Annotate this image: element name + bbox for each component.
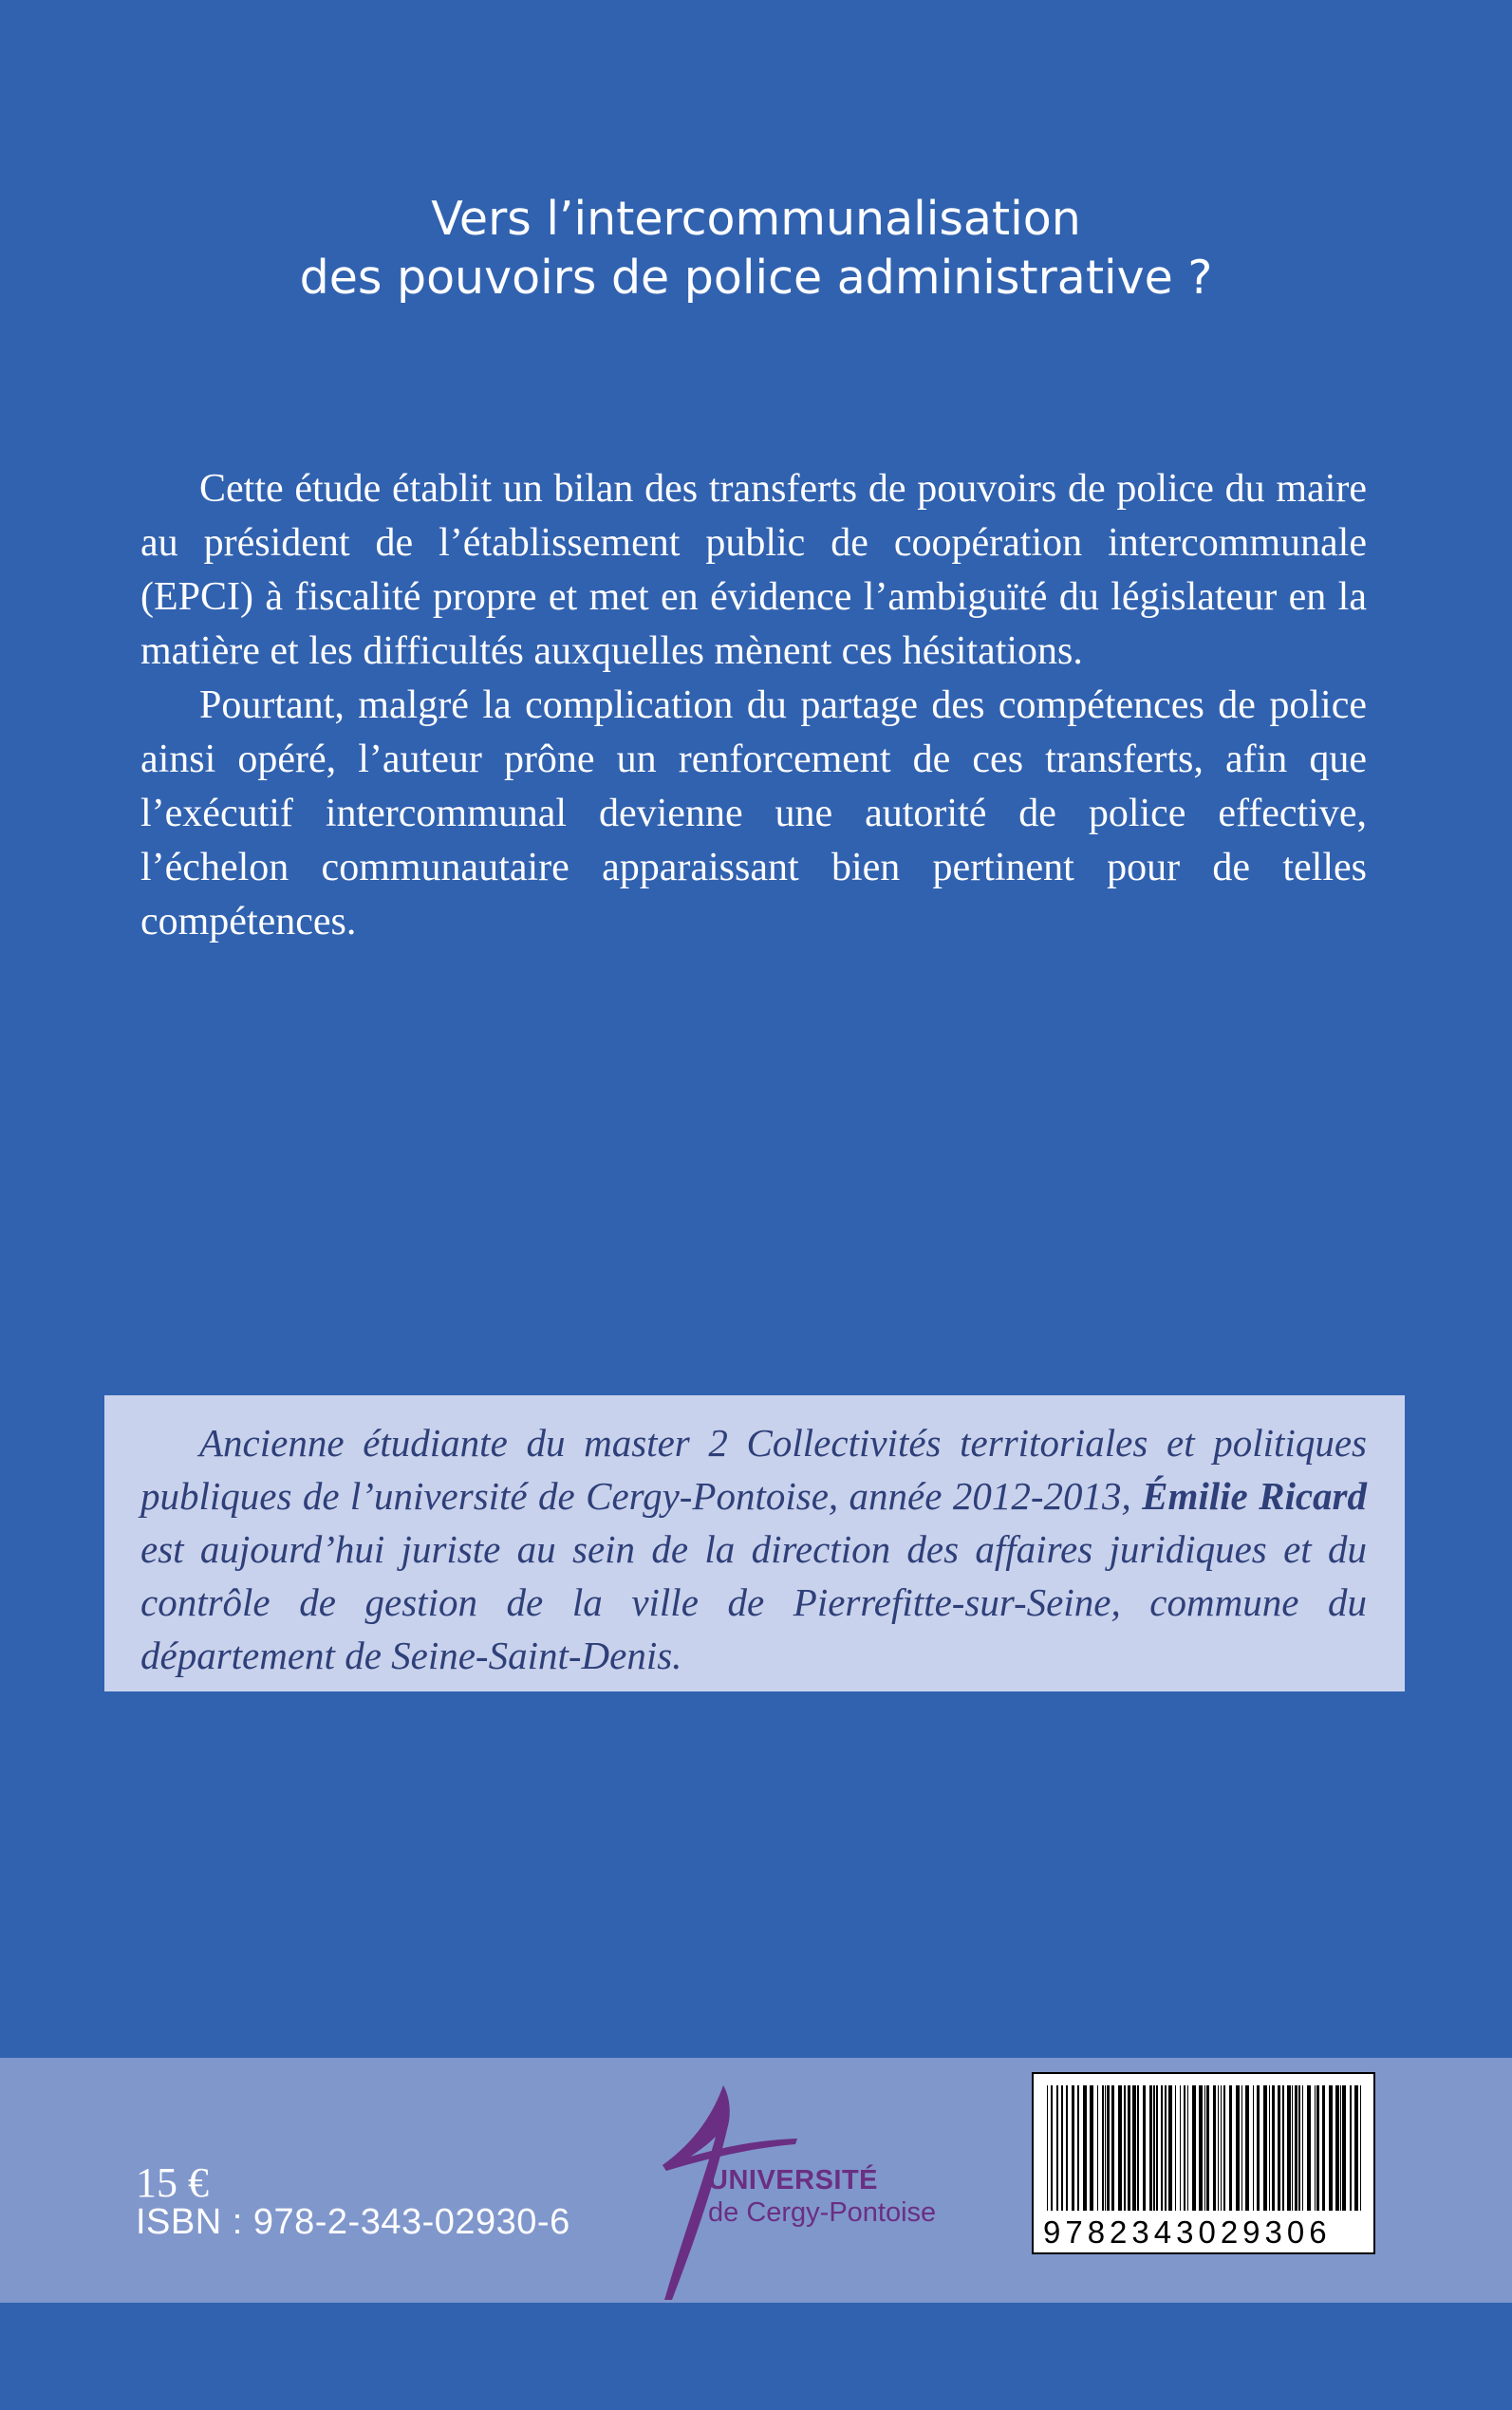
barcode-bar [1180,2085,1181,2211]
barcode-bar [1143,2085,1146,2211]
barcode-bar [1061,2085,1063,2211]
barcode-bar [1302,2085,1303,2211]
summary-text [140,462,1367,949]
author-bio-box [104,1395,1405,1691]
barcode-bar [1278,2085,1280,2211]
barcode-bar [1111,2085,1114,2211]
barcode-bars-icon [1047,2085,1362,2211]
barcode-bar [1322,2085,1325,2211]
author-bio-intro: Ancienne étudiante du master 2 Collectivités territoriales et politiques publiques de l’université de Cergy-Pontoise, année 2012-2013, [140,1421,1367,1518]
author-name: Émilie Ricard [1142,1474,1367,1518]
barcode-bar [1184,2085,1185,2211]
barcode-bar [1315,2085,1316,2211]
barcode-bar [1056,2085,1058,2211]
barcode-bar [1072,2085,1074,2211]
barcode-bar [1329,2085,1333,2211]
barcode-bar [1105,2085,1106,2211]
title-line-1: Vers l’intercommunalisation [431,192,1081,246]
barcode-bar [1213,2085,1216,2211]
barcode-bar [1241,2085,1242,2211]
barcode-bar [1335,2085,1339,2211]
barcode-bar [1245,2085,1249,2211]
barcode-bar [1168,2085,1172,2211]
barcode-bar [1128,2085,1130,2211]
barcode-bar [1350,2085,1352,2211]
barcode-bar [1066,2085,1068,2211]
barcode-bar [1051,2085,1053,2211]
barcode-bar [1263,2085,1267,2211]
isbn: ISBN : 978-2-343-02930-6 [136,2202,570,2242]
author-bio-rest: est aujourd’hui juriste au sein de la direction des affaires juridiques et du contrôle de gestion de la ville de Pierrefitte-sur-Seine, commune du département de Seine-Saint-Denis. [140,1527,1367,1677]
barcode-bar [1192,2085,1196,2211]
barcode-bar [1137,2085,1139,2211]
barcode-bar [1097,2085,1098,2211]
barcode-bar [1175,2085,1176,2211]
barcode-bar [1102,2085,1104,2211]
barcode-bar [1187,2085,1188,2211]
barcode-bar [1221,2085,1222,2211]
barcode-bar [1307,2085,1311,2211]
logo-text-universite: UNIVERSITÉ [708,2165,879,2195]
barcode [1032,2072,1375,2254]
barcode-bar [1107,2085,1110,2211]
barcode-bar [1156,2085,1158,2211]
barcode-bar [1206,2085,1209,2211]
university-logo [655,2083,997,2302]
barcode-bar [1287,2085,1291,2211]
barcode-bar [1229,2085,1232,2211]
barcode-bar [1077,2085,1079,2211]
summary-paragraph-2: Pourtant, malgré la complication du partage des compétences de police ainsi opéré, l’auteur prône un renforcement de ces transferts, afin que l’exécutif intercommunal devienne une autorité de police effective, l’échelon communautaire apparaissant bien pertinent pour de telles compétences. [140,683,1367,943]
barcode-bar [1298,2085,1300,2211]
barcode-bar [1132,2085,1136,2211]
barcode-bar [1292,2085,1293,2211]
barcode-bar [1236,2085,1240,2211]
barcode-bar [1269,2085,1270,2211]
price: 15 € [136,2159,209,2206]
barcode-bar [1316,2085,1319,2211]
author-bio [140,1416,1367,1682]
barcode-bar [1340,2085,1341,2211]
barcode-bar [1083,2085,1087,2211]
logo-text-cergy-pontoise: de Cergy-Pontoise [708,2197,937,2228]
barcode-bar [1282,2085,1284,2211]
barcode-bar [1090,2085,1093,2211]
barcode-bar [1354,2085,1358,2211]
barcode-bar [1223,2085,1225,2211]
barcode-bar [1047,2085,1048,2211]
summary-paragraph-1: Cette étude établit un bilan des transferts de pouvoirs de police du maire au président de l’établissement public de coopération intercommunale (EPCI) à fiscalité propre et met en évidence l’ambiguïté du législateur en la matière et les difficultés auxquelles mènent ces hésitations. [140,467,1367,673]
barcode-bar [1124,2085,1126,2211]
book-title [0,190,1512,308]
barcode-digits: 9782343029306 [1043,2214,1332,2250]
barcode-bar [1218,2085,1219,2211]
barcode-bar [1295,2085,1297,2211]
barcode-bar [1272,2085,1275,2211]
barcode-bar [1342,2085,1346,2211]
barcode-bar [1165,2085,1167,2211]
barcode-bar [1199,2085,1203,2211]
barcode-bar [1118,2085,1122,2211]
barcode-bar [1153,2085,1155,2211]
title-line-2: des pouvoirs de police administrative ? [299,251,1213,305]
barcode-bar [1161,2085,1163,2211]
barcode-bar [1253,2085,1254,2211]
barcode-bar [1149,2085,1152,2211]
barcode-bar [1360,2085,1361,2211]
barcode-bar [1204,2085,1205,2211]
barcode-bar [1257,2085,1260,2211]
